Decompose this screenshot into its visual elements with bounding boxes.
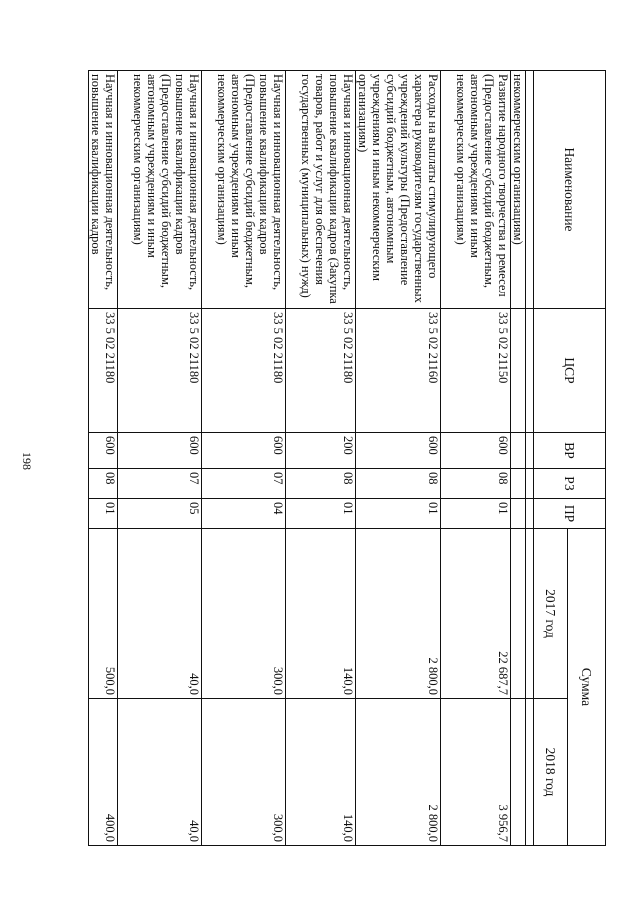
row-2017: 140,0 (286, 529, 356, 699)
row-2017: 300,0 (202, 529, 286, 699)
row-name: Научная и инновационная деятельность, повышение квалификации кадров (Предоставление субсидий бюджетным, автономным учреждениям и иным некоммерческим организациям) (118, 71, 202, 309)
page-number: 198 (20, 452, 34, 470)
budget-table-rotated (89, 70, 606, 845)
row-name: Научная и инновационная деятельность, повышение квалификации кадров (Предоставление субсидий бюджетным, автономным учреждениям и иным некоммерческим организациям) (202, 71, 286, 309)
row-vr: 600 (118, 433, 202, 469)
row-vr: 600 (441, 433, 511, 469)
row-csr: 33 5 02 21180 (286, 309, 356, 433)
row-csr: 33 5 02 21180 (89, 309, 118, 433)
row-rz: 08 (441, 469, 511, 499)
continuation-text: некоммерческим организациям) (511, 71, 526, 309)
row-2018: 40,0 (118, 699, 202, 846)
header-2017: 2017 год (534, 529, 568, 699)
row-vr: 600 (202, 433, 286, 469)
header-sum: Сумма (568, 529, 606, 846)
row-name: Научная и инновационная деятельность, повышение квалификации кадров (89, 71, 118, 309)
header-csr: ЦСР (534, 309, 606, 433)
header-2018: 2018 год (534, 699, 568, 846)
row-2017: 500,0 (89, 529, 118, 699)
row-2018: 300,0 (202, 699, 286, 846)
row-vr: 600 (89, 433, 118, 469)
row-csr: 33 5 02 21180 (202, 309, 286, 433)
row-pr: 01 (441, 499, 511, 529)
header-vr: ВР (534, 433, 606, 469)
row-2017: 2 800,0 (356, 529, 441, 699)
row-csr: 33 5 02 21160 (356, 309, 441, 433)
row-2018: 400,0 (89, 699, 118, 846)
row-pr: 01 (356, 499, 441, 529)
row-rz: 08 (356, 469, 441, 499)
table-row (118, 71, 202, 846)
table-row (441, 71, 511, 846)
row-name: Расходы на выплаты стимулирующего характера руководителям государственных учреждений культуры (Предоставление субсидий бюджетным, автономным учреждениям и иным некоммерческим организациям) (356, 71, 441, 309)
row-2017: 22 687,7 (441, 529, 511, 699)
row-2018: 3 956,7 (441, 699, 511, 846)
row-2017: 40,0 (118, 529, 202, 699)
header-name: Наименование (534, 71, 606, 309)
header-pr: ПР (534, 499, 606, 529)
row-rz: 08 (89, 469, 118, 499)
table-row (356, 71, 441, 846)
row-2018: 2 800,0 (356, 699, 441, 846)
table-row (202, 71, 286, 846)
row-pr: 05 (118, 499, 202, 529)
row-vr: 600 (356, 433, 441, 469)
header-rz: РЗ (534, 469, 606, 499)
row-rz: 07 (118, 469, 202, 499)
row-2018: 140,0 (286, 699, 356, 846)
row-pr: 01 (89, 499, 118, 529)
row-csr: 33 5 02 21180 (118, 309, 202, 433)
row-pr: 01 (286, 499, 356, 529)
row-name: Научная и инновационная деятельность, повышение квалификации кадров (Закупка товаров, работ и услуг для обеспечения государственных (муниципальных) нужд) (286, 71, 356, 309)
row-vr: 200 (286, 433, 356, 469)
table-row (286, 71, 356, 846)
row-name: Развитие народного творчества и ремесел (Предоставление субсидий бюджетным, автономным учреждениям и иным некоммерческим организациям) (441, 71, 511, 309)
row-rz: 08 (286, 469, 356, 499)
row-pr: 04 (202, 499, 286, 529)
row-rz: 07 (202, 469, 286, 499)
budget-table (88, 70, 606, 846)
row-csr: 33 5 02 21150 (441, 309, 511, 433)
table-row (89, 71, 118, 846)
